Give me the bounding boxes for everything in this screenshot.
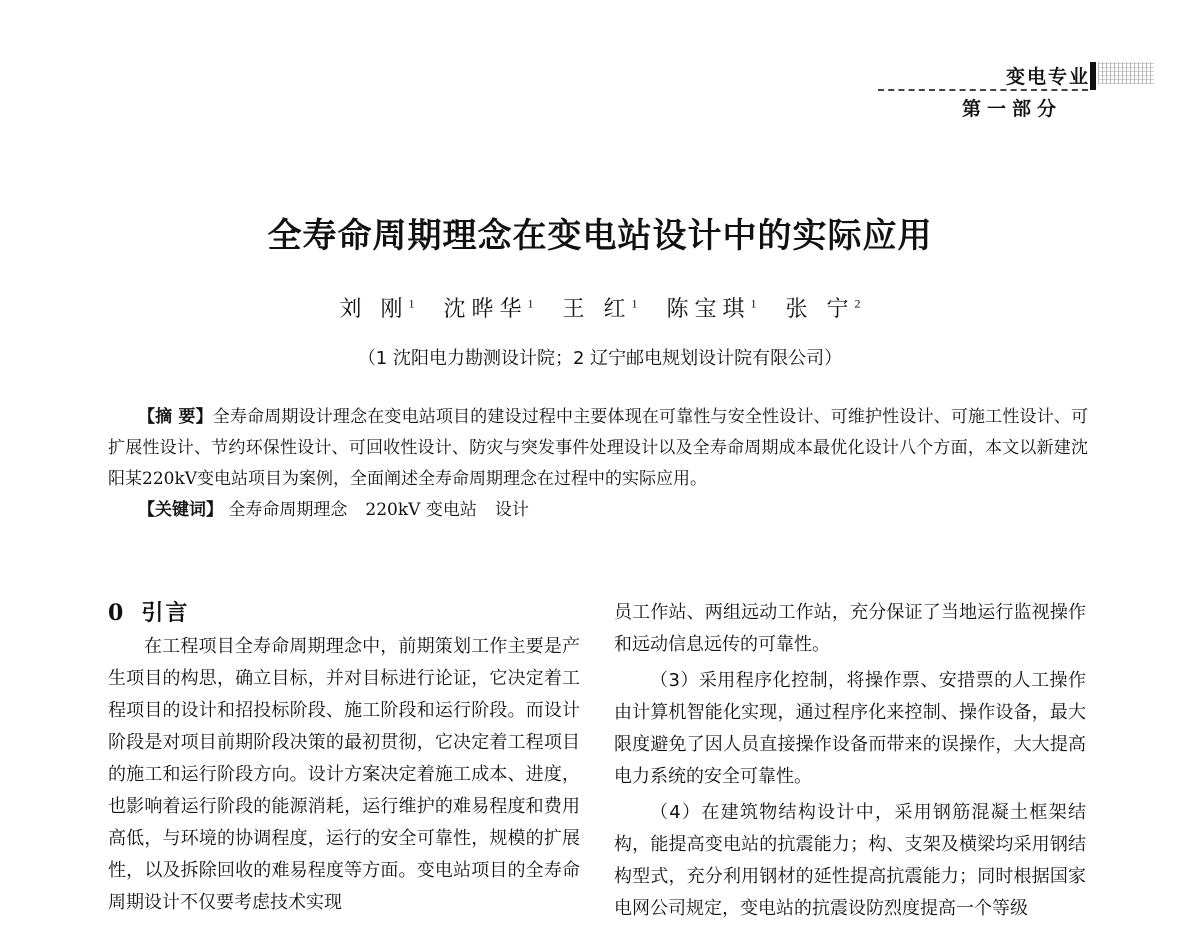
- keyword: 220kV 变电站: [365, 500, 477, 520]
- paper-title: 全寿命周期理念在变电站设计中的实际应用: [267, 216, 933, 256]
- header-bar-decoration: [1090, 62, 1096, 90]
- author-affil-mark: 1: [527, 296, 534, 311]
- body-paragraph: 员工作站、两组远动工作站，充分保证了当地运行监视操作和远动信息远传的可靠性。: [614, 602, 1086, 655]
- author-name: 刘 刚: [339, 297, 409, 322]
- header-dashed-rule: [878, 89, 1088, 91]
- section-title: 引言: [141, 600, 190, 626]
- author-name: 沈晔华: [443, 297, 528, 322]
- author-affil-mark: 1: [631, 296, 638, 311]
- author-affil-mark: 1: [408, 296, 415, 311]
- journal-header: [1006, 62, 1090, 89]
- section-heading: [108, 597, 580, 629]
- keyword: 全寿命周期理念: [228, 500, 348, 520]
- keywords-label: 【关键词】: [138, 500, 223, 520]
- author-list: [0, 292, 1200, 323]
- body-paragraph: （4）在建筑物结构设计中，采用钢筋混凝土框架结构，能提高变电站的抗震能力；构、支架及横梁均采用钢结构型式，充分利用钢材的延性提高抗震能力；同时根据国家电网公司规定，变电站的抗震设防烈度提高一个等级: [614, 802, 1086, 919]
- body-column-left: [108, 597, 580, 919]
- header-pattern-decoration: [1098, 62, 1154, 84]
- author-name: 王 红: [562, 297, 632, 322]
- affiliations: （1 沈阳电力勘测设计院；2 辽宁邮电规划设计院有限公司）: [357, 348, 843, 369]
- abstract-paragraph: [108, 402, 1088, 495]
- body-paragraph: 在工程项目全寿命周期理念中，前期策划工作主要是产生项目的构思，确立目标，并对目标进行论证，它决定着工程项目的设计和招投标阶段、施工阶段和运行阶段。而设计阶段是对项目前期阶段决策的最初贯彻，它决定着工程项目的施工和运行阶段方向。设计方案决定着施工成本、进度，也影响着运行阶段的能源消耗，运行维护的难易程度和费用高低，与环境的协调程度，运行的安全可靠性，规模的扩展性，以及拆除回收的难易程度等方面。变电站项目的全寿命周期设计不仅要考虑技术实现: [108, 636, 580, 913]
- section-number: 0: [108, 600, 126, 626]
- author-affil-mark: 2: [854, 296, 861, 311]
- author: [443, 297, 533, 322]
- keyword: 设计: [494, 500, 529, 520]
- abstract-block: [108, 402, 1088, 526]
- body-paragraph: （3）采用程序化控制，将操作票、安措票的人工操作由计算机智能化实现，通过程序化来控制、操作设备，最大限度避免了因人员直接操作设备而带来的误操作，大大提高电力系统的安全可靠性。: [614, 670, 1086, 787]
- author: [786, 297, 861, 322]
- author: [339, 297, 414, 322]
- header-section: 第一部分: [961, 98, 1062, 120]
- author-name: 陈宝琪: [666, 297, 751, 322]
- author: [563, 297, 638, 322]
- keywords-line: [108, 495, 1088, 526]
- header-category: 变电专业: [1005, 66, 1090, 88]
- abstract-text: 全寿命周期设计理念在变电站项目的建设过程中主要体现在可靠性与安全性设计、可维护性设计、可施工性设计、可扩展性设计、节约环保性设计、可回收性设计、防灾与突发事件处理设计以及全寿命周期成本最优化设计八个方面，本文以新建沈阳某220kV变电站项目为案例，全面阐述全寿命周期理念在过程中的实际应用。: [108, 407, 1089, 489]
- author: [667, 297, 757, 322]
- body-column-right: [614, 597, 1086, 925]
- author-name: 张 宁: [785, 297, 855, 322]
- author-affil-mark: 1: [750, 296, 757, 311]
- abstract-label: 【摘 要】: [138, 407, 213, 427]
